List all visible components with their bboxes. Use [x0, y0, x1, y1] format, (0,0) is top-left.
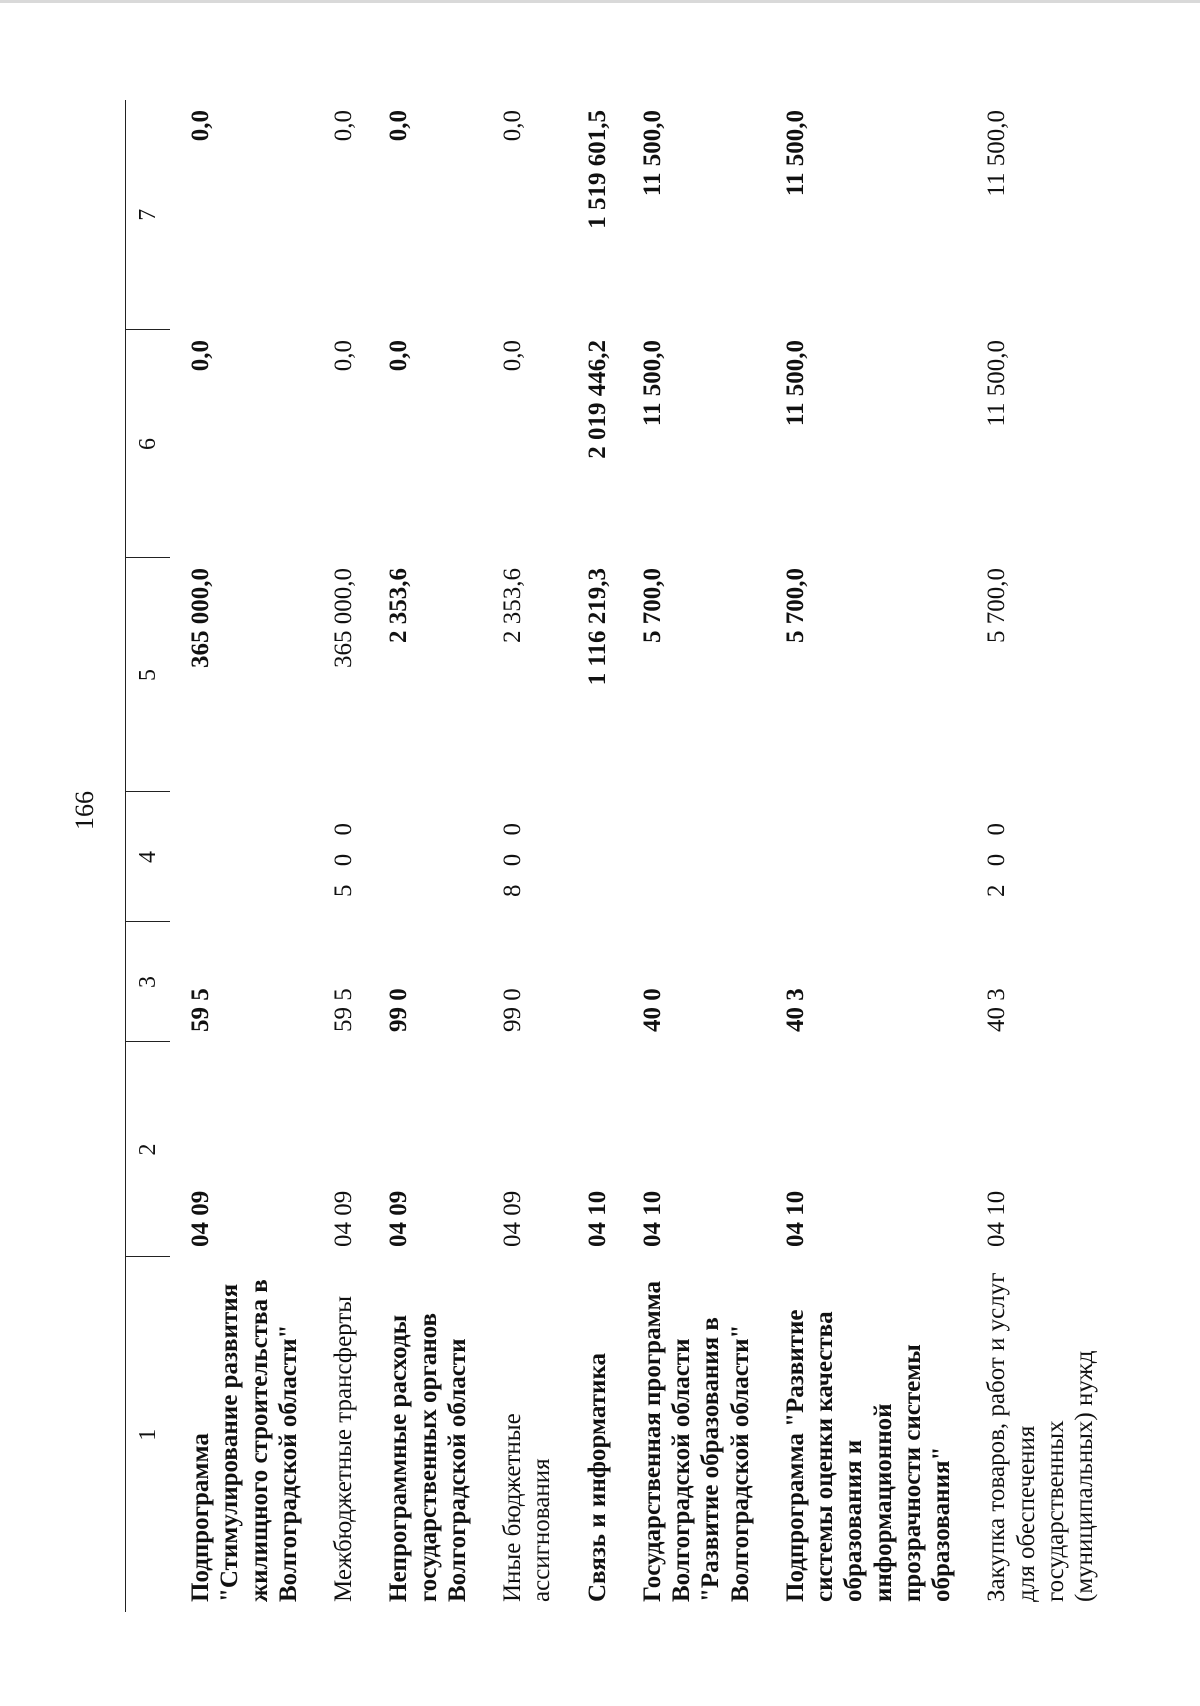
- expense-type-code: [612, 792, 755, 922]
- row-name: Связь и информатика: [583, 1353, 611, 1602]
- amount-col-5: 2 353,6: [385, 568, 413, 643]
- amount-col-5: 5 700,0: [983, 568, 1011, 643]
- amount-col-7: 11 500,0: [983, 110, 1011, 197]
- program-code: 59 5: [187, 988, 214, 1032]
- amount-col-5: 365 000,0: [330, 568, 357, 668]
- amount-col-6: 2 019 446,2: [583, 340, 611, 459]
- col-header-7: 7: [126, 100, 171, 330]
- col-header-3: 3: [126, 922, 171, 1042]
- program-code: [557, 922, 612, 1042]
- expense-type-code: [755, 792, 957, 922]
- row-name: Подпрограмма "Стимулирование развития жилищного строительства в Волгоградской области": [187, 1279, 302, 1602]
- expense-type-code: 5 0 0: [330, 817, 357, 897]
- col-header-5: 5: [126, 558, 171, 792]
- section-code: 04 10: [983, 1190, 1011, 1247]
- expense-type-code: 2 0 0: [983, 817, 1011, 897]
- section-code: 04 09: [187, 1190, 214, 1247]
- table-row: [358, 100, 472, 1612]
- section-code: 04 09: [330, 1190, 357, 1247]
- expense-type-code: [358, 792, 472, 922]
- program-code: 40 0: [638, 988, 666, 1032]
- amount-col-6: 0,0: [499, 340, 526, 372]
- scan-edge: [0, 0, 1200, 3]
- amount-col-7: 0,0: [385, 110, 413, 142]
- row-name: Государственная программа Волгоградской области "Развитие образования в Волгоградской области": [638, 1281, 754, 1602]
- program-code: 99 0: [385, 988, 413, 1032]
- table-row: [170, 100, 303, 1612]
- section-code: 04 10: [583, 1190, 611, 1247]
- row-name: Закупка товаров, работ и услуг для обеспечения государственных (муниципальных) нужд: [983, 1272, 1098, 1602]
- program-code: 40 3: [781, 988, 809, 1032]
- table-body: [170, 100, 1099, 1612]
- table-row: [956, 100, 1099, 1612]
- amount-col-7: 0,0: [187, 110, 214, 142]
- col-header-6: 6: [126, 330, 171, 558]
- col-header-2: 2: [126, 1042, 171, 1257]
- budget-table: [125, 100, 1099, 1612]
- row-name: Непрограммные расходы государственных органов Волгоградской области: [385, 1312, 471, 1602]
- amount-col-5: 2 353,6: [499, 568, 526, 643]
- section-code: 04 09: [499, 1190, 526, 1247]
- table-row: [472, 100, 557, 1612]
- program-code: 40 3: [983, 988, 1011, 1032]
- budget-table-rotated: [125, 100, 1098, 1612]
- table-row: [303, 100, 358, 1612]
- program-code: 99 0: [499, 988, 526, 1032]
- amount-col-7: 1 519 601,5: [583, 110, 611, 229]
- section-code: 04 09: [385, 1190, 413, 1247]
- header-row: [126, 100, 171, 1612]
- expense-type-code: [557, 792, 612, 922]
- amount-col-6: 11 500,0: [638, 340, 666, 427]
- amount-col-7: 0,0: [330, 110, 357, 142]
- page-number: 166: [70, 791, 99, 830]
- table-row: [755, 100, 957, 1612]
- amount-col-5: 365 000,0: [187, 568, 214, 668]
- table-row: [612, 100, 755, 1612]
- table-row: [557, 100, 612, 1612]
- expense-type-code: [170, 792, 303, 922]
- amount-col-6: 11 500,0: [983, 340, 1011, 427]
- amount-col-5: 1 116 219,3: [583, 568, 611, 686]
- amount-col-6: 0,0: [385, 340, 413, 372]
- row-name: Подпрограмма "Развитие системы оценки качества образования и информационной прозрачности системы образования": [781, 1309, 955, 1602]
- amount-col-7: 11 500,0: [638, 110, 666, 197]
- amount-col-7: 11 500,0: [781, 110, 809, 197]
- col-header-4: 4: [126, 792, 171, 922]
- col-header-1: 1: [126, 1257, 171, 1612]
- section-code: 04 10: [638, 1190, 666, 1247]
- amount-col-5: 5 700,0: [638, 568, 666, 643]
- expense-type-code: 8 0 0: [499, 817, 526, 897]
- row-name: Межбюджетные трансферты: [330, 1295, 357, 1602]
- section-code: 04 10: [781, 1190, 809, 1247]
- program-code: 59 5: [330, 988, 357, 1032]
- amount-col-5: 5 700,0: [781, 568, 809, 643]
- amount-col-6: 11 500,0: [781, 340, 809, 427]
- amount-col-7: 0,0: [499, 110, 526, 142]
- amount-col-6: 0,0: [187, 340, 214, 372]
- amount-col-6: 0,0: [330, 340, 357, 372]
- row-name: Иные бюджетные ассигнования: [499, 1413, 556, 1602]
